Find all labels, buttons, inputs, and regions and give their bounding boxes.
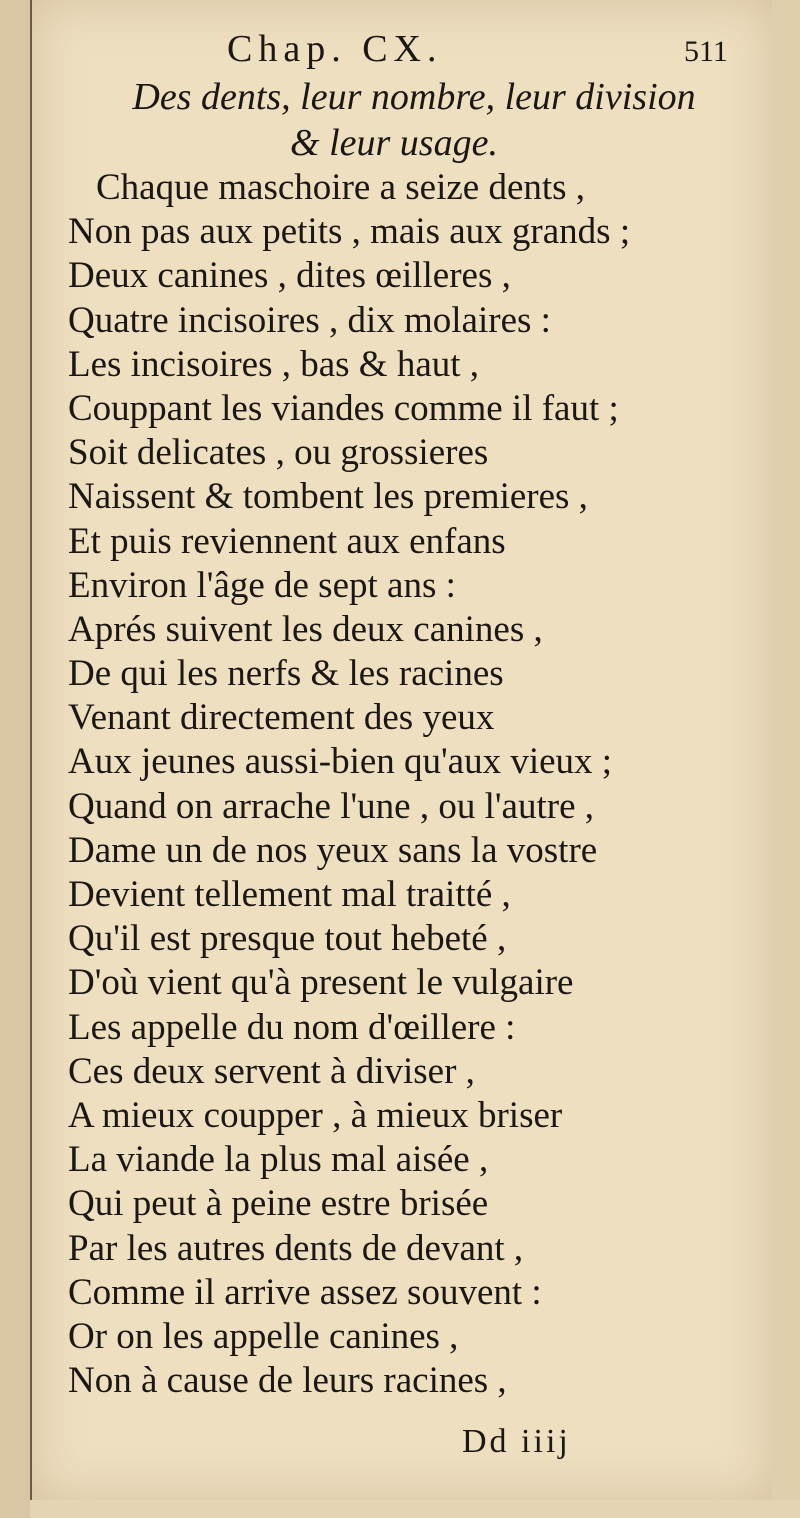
verse-line: D'où vient qu'à present le vulgaire — [68, 962, 574, 1004]
verse-line: Comme il arrive assez souvent : — [68, 1271, 542, 1313]
verse-line: De qui les nerfs & les racines — [68, 653, 504, 695]
verse-line: Qui peut à peine estre brisée — [68, 1183, 489, 1225]
page-number: 511 — [684, 35, 728, 68]
signature-mark: Dd iiij — [462, 1423, 571, 1460]
verse-line: Les appelle du nom d'œillere : — [68, 1006, 516, 1048]
chapter-subtitle-line-2: & leur usage. — [290, 122, 498, 164]
verse-line: Ces deux servent à diviser , — [68, 1050, 475, 1092]
running-head — [32, 26, 772, 72]
verse-line: La viande la plus mal aisée , — [68, 1139, 489, 1181]
verse-line: Aux jeunes aussi-bien qu'aux vieux ; — [68, 741, 613, 783]
verse-line: Quatre incisoires , dix molaires : — [68, 299, 551, 341]
verse-line: Couppant les viandes comme il faut ; — [68, 387, 619, 429]
verse-line: Non à cause de leurs racines , — [68, 1360, 507, 1402]
verse-line: A mieux coupper , à mieux briser — [68, 1094, 563, 1136]
verse-body — [68, 166, 630, 1403]
book-bottom-edge — [30, 1500, 800, 1518]
verse-line: Venant directement des yeux — [68, 697, 495, 739]
verse-line: Dame un de nos yeux sans la vostre — [68, 829, 598, 871]
adjacent-page-edge — [0, 0, 30, 1518]
verse-line: Naissent & tombent les premieres , — [68, 476, 588, 518]
verse-line: Environ l'âge de sept ans : — [68, 564, 456, 606]
book-edge — [770, 0, 800, 1518]
chapter-subtitle-line-1: Des dents, leur nombre, leur division — [132, 76, 696, 118]
verse-line: Et puis reviennent aux enfans — [68, 520, 506, 562]
verse-line: Deux canines , dites œilleres , — [68, 255, 511, 297]
verse-line: Or on les appelle canines , — [68, 1315, 459, 1357]
verse-line: Chaque maschoire a seize dents , — [96, 167, 586, 208]
verse-line: Quand on arrache l'une , ou l'autre , — [68, 785, 594, 827]
verse-line: Les incisoires , bas & haut , — [68, 343, 480, 385]
book-page — [30, 0, 772, 1500]
verse-line: Devient tellement mal traitté , — [68, 874, 511, 915]
verse-line: Par les autres dents de devant , — [68, 1227, 524, 1269]
verse-line: Qu'il est presque tout hebeté , — [68, 918, 507, 960]
chapter-heading: Chap. CX. — [227, 28, 443, 70]
verse-line: Non pas aux petits , mais aux grands ; — [68, 211, 631, 253]
verse-line: Aprés suivent les deux canines , — [68, 608, 543, 650]
verse-line: Soit delicates , ou grossieres — [68, 432, 489, 474]
